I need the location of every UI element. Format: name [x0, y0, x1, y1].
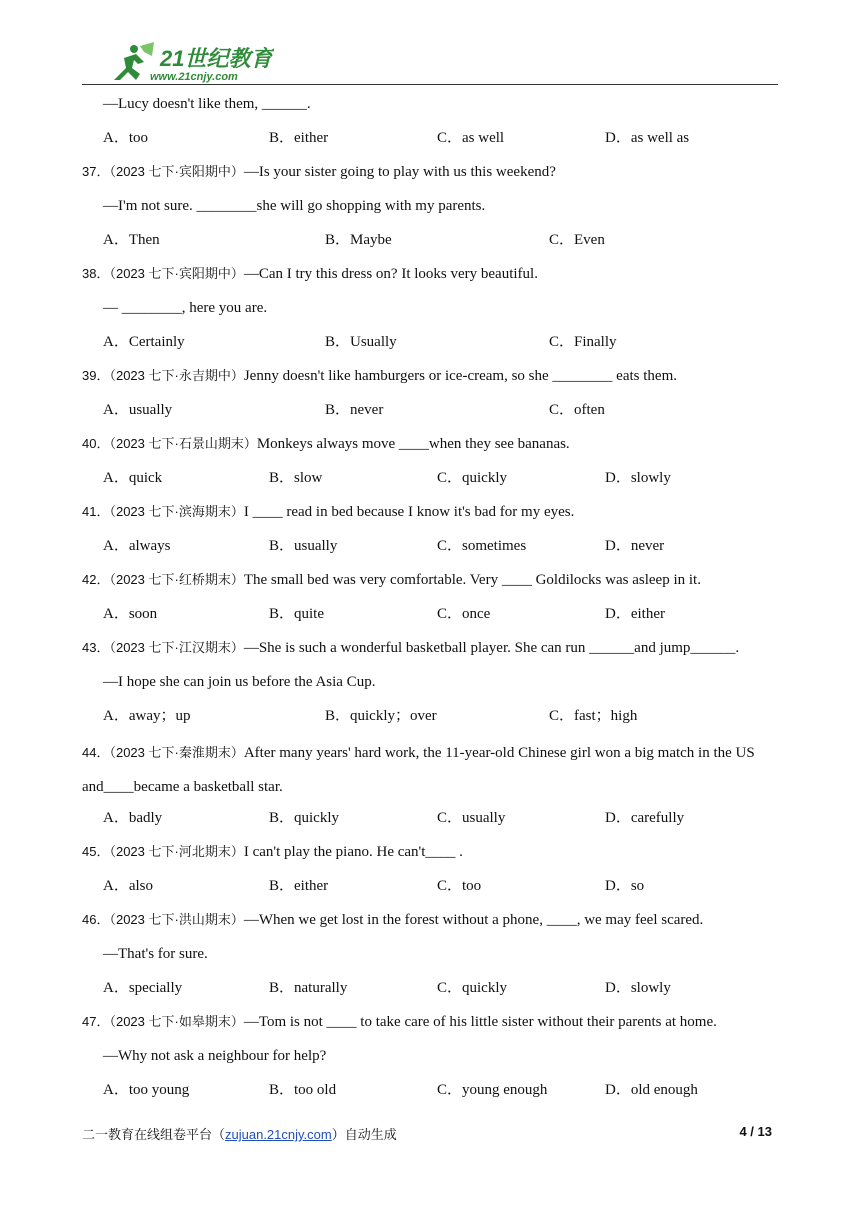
options-row [82, 974, 782, 1008]
question-stem [82, 260, 782, 294]
option: D．slowly [605, 470, 671, 486]
svg-text:21世纪教育: 21世纪教育 [160, 46, 273, 71]
option: A．soon [103, 606, 158, 622]
option: B．quickly；over [325, 708, 437, 724]
option: B．quickly [269, 810, 339, 826]
options-row [82, 600, 782, 634]
option: D．carefully [605, 810, 685, 826]
option: A．badly [103, 810, 163, 826]
question-text: —Is your sister going to play with us this weekend? [243, 164, 556, 180]
page-footer [82, 1124, 772, 1144]
site-logo [104, 40, 274, 84]
option: A．too young [103, 1082, 190, 1098]
option: B．never [325, 402, 384, 418]
option: C．Finally [549, 334, 617, 350]
question-stem [82, 736, 782, 804]
header-rule [82, 84, 778, 85]
option: A．also [103, 878, 153, 894]
question-line: — ________, here you are. [103, 300, 268, 316]
question-list [82, 90, 782, 1110]
question-source: （2023 七下·红桥期末） [109, 572, 244, 587]
question-source: （2023 七下·石景山期末） [109, 436, 257, 451]
option: A．specially [103, 980, 183, 996]
option: B．Maybe [325, 232, 392, 248]
question-stem [82, 838, 782, 872]
question-text: —When we get lost in the forest without a phone, ____, we may feel scared. [243, 912, 704, 928]
option: C．young enough [437, 1082, 548, 1098]
page-number: 4 / 13 [739, 1124, 772, 1139]
options-row [82, 124, 782, 158]
question-stem [82, 1008, 782, 1042]
question-number: 46． [82, 912, 110, 927]
question-number: 38． [82, 266, 110, 281]
option: C．quickly [437, 980, 507, 996]
option: C．once [437, 606, 491, 622]
option: A．away；up [103, 708, 191, 724]
question-source: （2023 七下·滨海期末） [109, 504, 244, 519]
question-stem [82, 906, 782, 940]
question-number: 41． [82, 504, 110, 519]
option: B．slow [269, 470, 323, 486]
question-stem [82, 634, 782, 668]
option: B．Usually [325, 334, 397, 350]
question-source: （2023 七下·河北期末） [109, 844, 244, 859]
option: C．as well [437, 130, 505, 146]
question-source: （2023 七下·秦淮期末） [109, 745, 244, 760]
question-stem [82, 498, 782, 532]
option: B．either [269, 878, 329, 894]
option: D．never [605, 538, 665, 554]
options-row [82, 804, 782, 838]
option: C．often [549, 402, 605, 418]
question-source: （2023 七下·宾阳期中） [109, 164, 244, 179]
question-number: 37． [82, 164, 110, 179]
question-line: —Lucy doesn't like them, ______. [103, 96, 311, 112]
option: D．as well as [605, 130, 690, 146]
options-row [82, 532, 782, 566]
question-number: 45． [82, 844, 110, 859]
question-text: I can't play the piano. He can't____ . [243, 844, 463, 860]
runner-icon [114, 42, 154, 80]
options-row [82, 396, 782, 430]
question-source: （2023 七下·洪山期末） [109, 912, 244, 927]
question-text: The small bed was very comfortable. Very ____ Goldilocks was asleep in it. [243, 572, 701, 588]
option: D．either [605, 606, 665, 622]
question-line: —I'm not sure. ________she will go shopping with my parents. [103, 198, 486, 214]
options-row [82, 464, 782, 498]
option: C．too [437, 878, 482, 894]
option: D．slowly [605, 980, 671, 996]
svg-text:www.21cnjy.com: www.21cnjy.com [150, 71, 238, 83]
option: A．always [103, 538, 171, 554]
question-number: 42． [82, 572, 110, 587]
options-row [82, 328, 782, 362]
question-text: Jenny doesn't like hamburgers or ice-cream, so she ________ eats them. [243, 368, 677, 384]
question-text: Monkeys always move ____when they see bananas. [256, 436, 570, 452]
option: D．so [605, 878, 645, 894]
footer-suffix: ）自动生成 [331, 1127, 397, 1142]
question-number: 44． [82, 745, 110, 760]
question-text: —Can I try this dress on? It looks very beautiful. [243, 266, 538, 282]
option: D．old enough [605, 1082, 698, 1098]
question-text: —She is such a wonderful basketball player. She can run ______and jump______. [243, 640, 740, 656]
options-row [82, 702, 782, 736]
options-row [82, 872, 782, 906]
footer-prefix: 二一教育在线组卷平台（ [82, 1127, 226, 1142]
option: B．either [269, 130, 329, 146]
option: B．too old [269, 1082, 337, 1098]
options-row [82, 226, 782, 260]
question-line: —That's for sure. [103, 946, 208, 962]
option: B．naturally [269, 980, 348, 996]
question-source: （2023 七下·江汉期末） [109, 640, 244, 655]
question-number: 39． [82, 368, 110, 383]
option: A．quick [103, 470, 163, 486]
question-source: （2023 七下·永吉期中） [109, 368, 244, 383]
option: C．fast；high [549, 708, 638, 724]
option: C．sometimes [437, 538, 527, 554]
question-source: （2023 七下·如皋期末） [109, 1014, 244, 1029]
footer-link[interactable]: zujuan.21cnjy.com [225, 1127, 332, 1142]
option: A．Certainly [103, 334, 185, 350]
question-number: 40． [82, 436, 110, 451]
option: A．too [103, 130, 149, 146]
question-text: I ____ read in bed because I know it's bad for my eyes. [243, 504, 575, 520]
question-number: 43． [82, 640, 110, 655]
option: C．usually [437, 810, 506, 826]
options-row [82, 1076, 782, 1110]
option: C．quickly [437, 470, 507, 486]
question-stem [82, 158, 782, 192]
question-line: —Why not ask a neighbour for help? [103, 1048, 327, 1064]
question-text: —Tom is not ____ to take care of his little sister without their parents at home. [243, 1014, 717, 1030]
question-source: （2023 七下·宾阳期中） [109, 266, 244, 281]
option: B．quite [269, 606, 324, 622]
question-text: After many years' hard work, the 11-year-old Chinese girl won a big match in the US and____became a basketball star. [82, 745, 755, 795]
question-stem [82, 430, 782, 464]
option: C．Even [549, 232, 605, 248]
question-stem [82, 566, 782, 600]
option: A．Then [103, 232, 160, 248]
option: A．usually [103, 402, 173, 418]
question-number: 47． [82, 1014, 110, 1029]
question-stem [82, 362, 782, 396]
option: B．usually [269, 538, 338, 554]
question-line: —I hope she can join us before the Asia Cup. [103, 674, 376, 690]
